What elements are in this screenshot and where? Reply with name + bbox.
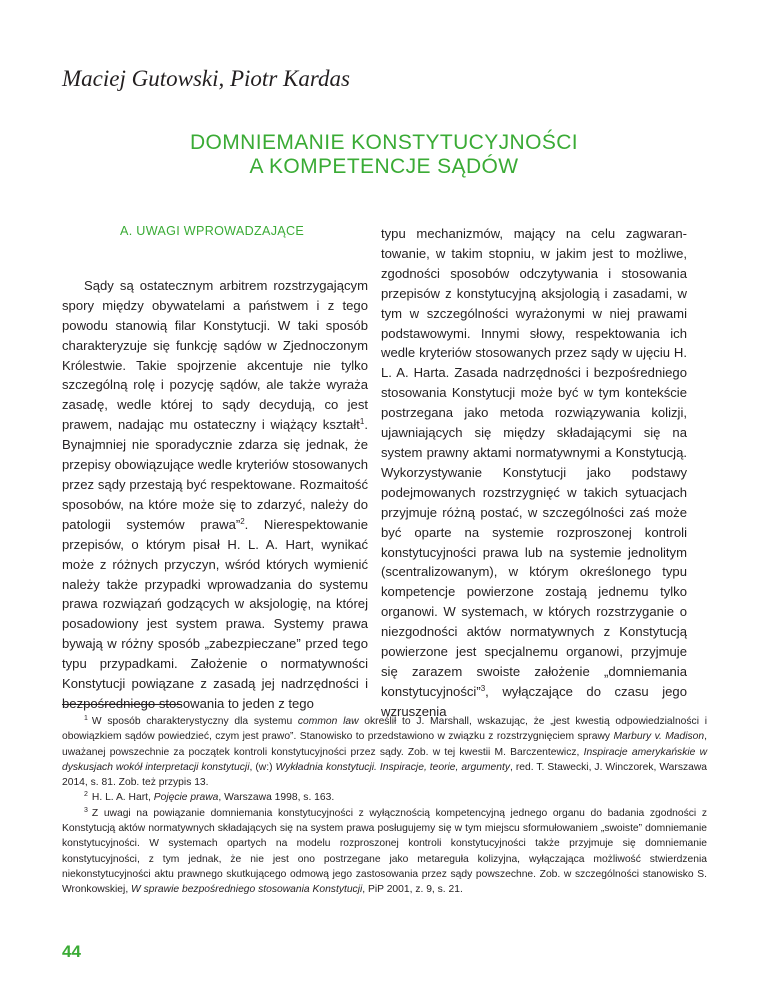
footnote-1-text: , (w:) [249, 761, 276, 773]
footnote-1-text: , uważanej powszechnie za początek kontroli konstytucyjności przez sądy. Zob. w tej kwestii M. Barczentewicz, [62, 731, 707, 758]
footnote-2 [62, 790, 707, 805]
footnote-1-italic: Inspiracje amerykańskie w dyskusjach wokół interpretacji konstytucji [62, 746, 707, 773]
right-text-part-2: , wyłączające do czasu jego wzruszenia [381, 683, 687, 719]
footnote-3-text: , PiP 2001, z. 9, s. 21. [362, 884, 463, 896]
footnote-ref-3: 3 [480, 683, 486, 693]
footnote-1-text: , red. T. Stawecki, J. Winczorek, Warszawa 2014, s. 81. Zob. też przypis 13. [62, 761, 708, 789]
left-column [62, 222, 368, 714]
right-column [381, 224, 687, 722]
footnote-number-2: 2 [84, 791, 88, 799]
article-title [0, 131, 768, 179]
left-column-paragraph [62, 276, 368, 714]
left-text-part-1: Sądy są ostatecznym arbitrem rozstrzygającym spory między obywatelami a państwem i z tego powodu stanowią filar Konstytucji. W taki sposób charakteryzuje się funkcję sądów w Zjednoczonym Królestwie. Takie spojrzenie akcentuje nie tylko szczególną rolę i pozycję sądów, ale także wyraża zasadę, wedle której to sądy decydują, co jest prawem, nadając mu ostateczny i wiążący kształt [62, 277, 368, 433]
footnote-1-italic: Marbury v. Madison [613, 731, 705, 743]
footnote-2-text: H. L. A. Hart, [91, 792, 154, 804]
footnote-ref-2: 2 [240, 516, 245, 526]
footnote-3 [62, 806, 707, 898]
footnotes [62, 714, 707, 898]
article-title-line-2: A KOMPETENCJE SĄDÓW [249, 155, 519, 178]
footnote-3-italic: W sprawie bezpośredniego stosowania Konstytucji [131, 884, 363, 896]
footnote-number-3: 3 [84, 806, 88, 814]
footnote-number-1: 1 [84, 715, 88, 722]
page-number: 44 [62, 942, 81, 961]
footnote-ref-1: 1 [359, 417, 365, 427]
left-text-part-3: . Nierespektowanie przepisów, o którym pisał H. L. A. Hart, wynikać może z różnych przyczyn, wśród których wymienić należy także przypadki wprowadzania do systemu prawa rozwiązań godzących w aksjologię, na której posadowiony jest system prawa. Systemy prawa bywają w różny sposób „zabezpieczane” przed tego typu przypadkami. Założenie o normatywności Konstytucji powiązane z zasadą jej nadrzędności i bezpośredniego stosowania to jeden z tego [62, 516, 368, 711]
footnote-3-text: Z uwagi na powiązanie domniemania konstytucyjności z wyłącznością kompetencyjną jednego organu do badania zgodności z Konstytucją aktów normatywnych składających się na system prawa posługujemy się w tym miejscu sformułowaniem „swoiste” domniemanie konstytucyjności. W systemach opartych na modelu rozproszonej kontroli konstytucyjności także przyjmuje się domniemanie konstytucyjności, z tym jednak, że nie jest ono postrzegane jako metareguła kolizyjna, wyłączająca możliwość stwierdzenia niekonstytucyjności aktu prawnego skutkującego odmową jego zastosowania przez sądy powszechne. Zob. w szczególności stanowisko S. Wronkowskiej, [62, 807, 707, 896]
footnote-1-italic: common law [297, 716, 359, 727]
footnote-1-text: W sposób charakterystyczny dla systemu [91, 716, 298, 727]
section-heading: A. UWAGI WPROWADZAJĄCE [120, 224, 305, 238]
footnote-1-italic: Wykładnia konstytucji. Inspiracje, teorie, argumenty [275, 761, 511, 773]
right-column-paragraph [381, 224, 687, 722]
footnote-2-text: , Warszawa 1998, s. 163. [218, 792, 335, 804]
right-text-part-1: typu mechanizmów, mający na celu zagwarantowanie, w takim stopniu, w jakim jest to możliwe, zgodności sposobów odczytywania i stosowania przepisów z konstytucyjną aksjologią i zasadami, w tym w szczególności wyrażonymi w niej prawami podstawowymi. Innymi słowy, respektowania ich wedle kryteriów stosowanych przez sądy w ujęciu H. L. A. Harta. Zasada nadrzędności i bezpośredniego stosowania Konstytucji może być w tym kontekście postrzegana jako metoda rozwiązywania kolizji, ujawniających się między składającymi się na system prawny aktami normatywnymi a Konstytucją. Wykorzystywanie Konstytucji jako podstawy podejmowanych rozstrzygnięć w takich sytuacjach przyjmuje różną postać, w szczególności zaś może być oparte na systemie rozproszonej kontroli konstytucyjności prawa lub na systemie jednolitym (scentralizowanym), w którym określonego typu kompetencje powierzone zostają jednemu tylko organowi. W systemach, w których rozstrzyganie o niezgodności aktów normatywnych z Konstytucją powierzone jest specjalnemu organowi, przyjmuje się zarazem swoiste założenie „domniemania konstytucyjności” [381, 226, 687, 699]
article-authors: Maciej Gutowski, Piotr Kardas [62, 66, 350, 91]
footnote-2-italic: Pojęcie prawa [153, 792, 219, 804]
left-text-part-2: . Bynajmniej nie sporadycznie zdarza się jednak, że przepisy obowiązujące wedle kryteriów stosowanych przez sądy przestają być respektowane. Rozmaitość sposobów, na które może się to zdarzyć, należy do patologii systemów prawa” [62, 417, 368, 532]
footnote-1-text: określił to J. Marshall, wskazując, że „jest kwestią odpowiedzialności i obowiązkiem sądów powiedzieć, czym jest prawo”. Stanowisko to przedstawiono w związku z rozstrzygnięciem sprawy [62, 716, 707, 743]
footnote-divider [62, 704, 182, 705]
article-title-line-1: DOMNIEMANIE KONSTYTUCYJNOŚCI [189, 131, 579, 154]
footnote-1 [62, 714, 707, 790]
